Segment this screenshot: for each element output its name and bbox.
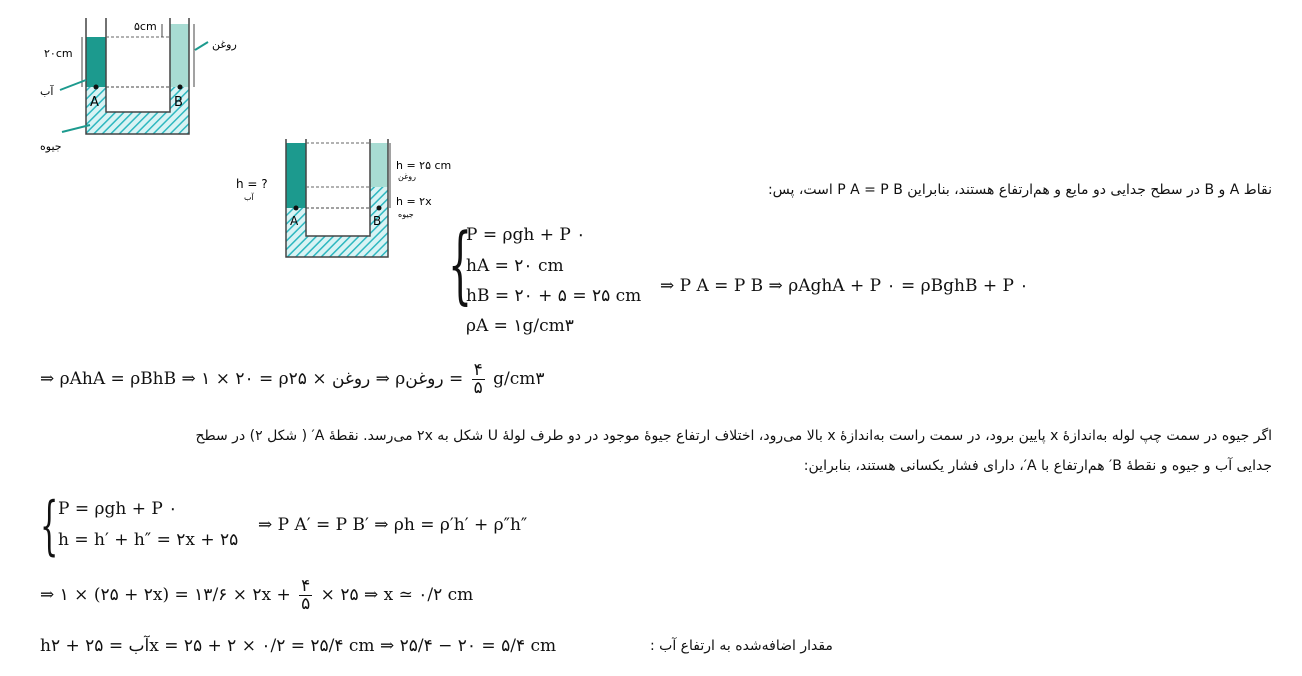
- label-oil: روغن: [212, 38, 237, 51]
- sys1-eq-4: ρA = ۱g/cm۳: [466, 316, 574, 336]
- paragraph-line-2: جدایی آب و جیوه و نقطهٔ B′ هم‌ارتفاع با A′، دارای فشار یکسانی هستند، بنابراین:: [803, 458, 1272, 474]
- sys1-eq-1: P = ρgh + P ۰: [466, 225, 586, 245]
- implication-2: ⇒ P A′ = P B′ ⇒ ρh = ρ′h′ + ρ″h″: [258, 515, 528, 535]
- figure-1: [30, 10, 250, 160]
- implication-1: ⇒ P A = P B ⇒ ρAghA + P ۰ = ρBghB + P ۰: [660, 276, 1029, 296]
- label-a: A: [90, 95, 99, 110]
- brace-1: {: [448, 215, 473, 313]
- fraction-4-5: $\frac{۴}{۵}$: [473, 360, 483, 398]
- sys2-eq-2: h = h′ + h″ = ۲x + ۲۵: [58, 530, 239, 550]
- point-b: [178, 85, 183, 90]
- sys1-eq-2: hA = ۲۰ cm: [466, 256, 564, 276]
- brace-2: {: [40, 489, 59, 563]
- label-5cm: ۵cm: [134, 20, 157, 33]
- text-line-1: نقاط A و B در سطح جدایی دو مایع و هم‌ارتفاع هستند، بنابراین P A = P B است، پس:: [767, 182, 1272, 198]
- point-a: [94, 85, 99, 90]
- svg-text:روغن: روغن: [398, 172, 416, 181]
- label-h-water: h = ?: [236, 177, 268, 191]
- label-20cm: ۲۰cm: [44, 47, 73, 60]
- water-column-2: [286, 143, 306, 208]
- label-mercury: جیوه: [40, 140, 62, 153]
- paragraph-line-1: اگر جیوه در سمت چپ لوله به‌اندازهٔ x پایین برود، در سمت راست به‌اندازهٔ x بالا می‌رود، اختلاف ارتفاع جیوهٔ موجود در دو طرف لولهٔ U شکل به ۲x می‌رسد. نقطهٔ A′ ( شکل ۲) در سطح: [195, 428, 1272, 444]
- label-b: B: [174, 95, 183, 110]
- sys2-eq-1: P = ρgh + P ۰: [58, 499, 178, 519]
- equation-line-2: ⇒ ρAhA = ρBhB ⇒ ۱ × ۲۰ = ρروغن × ۲۵ ⇒ ρروغن = $\frac{۴}{۵}$ g/cm۳: [40, 360, 545, 398]
- svg-text:آب: آب: [244, 193, 254, 202]
- label-water: آب: [40, 85, 54, 98]
- equation-line-4: hآب = ۲۵ + ۲x = ۲۵ + ۲ × ۰/۲ = ۲۵/۴ cm ⇒ ۲۵/۴ − ۲۰ = ۵/۴ cm: [40, 636, 557, 656]
- oil-column-2: [370, 143, 388, 187]
- label-h-oil: h = ۲۵ cm: [396, 159, 452, 172]
- svg-text:B: B: [373, 214, 382, 228]
- sys1-eq-3: hB = ۲۰ + ۵ = ۲۵ cm: [466, 286, 642, 306]
- label-h-mercury: h = ۲x: [396, 195, 432, 208]
- figure-2: [230, 135, 460, 260]
- equation-line-3: ⇒ ۱ × (۲۵ + ۲x) = ۱۳/۶ × ۲x + $\frac{۴}{۵}$ × ۲۵ ⇒ x ≃ ۰/۲ cm: [40, 576, 474, 614]
- fraction-4-5-b: $\frac{۴}{۵}$: [301, 576, 311, 614]
- svg-text:A: A: [290, 214, 299, 228]
- text-line-4: مقدار اضافه‌شده به ارتفاع آب :: [650, 638, 833, 654]
- water-column: [86, 37, 106, 87]
- svg-text:جیوه: جیوه: [398, 210, 414, 219]
- oil-column: [170, 24, 189, 87]
